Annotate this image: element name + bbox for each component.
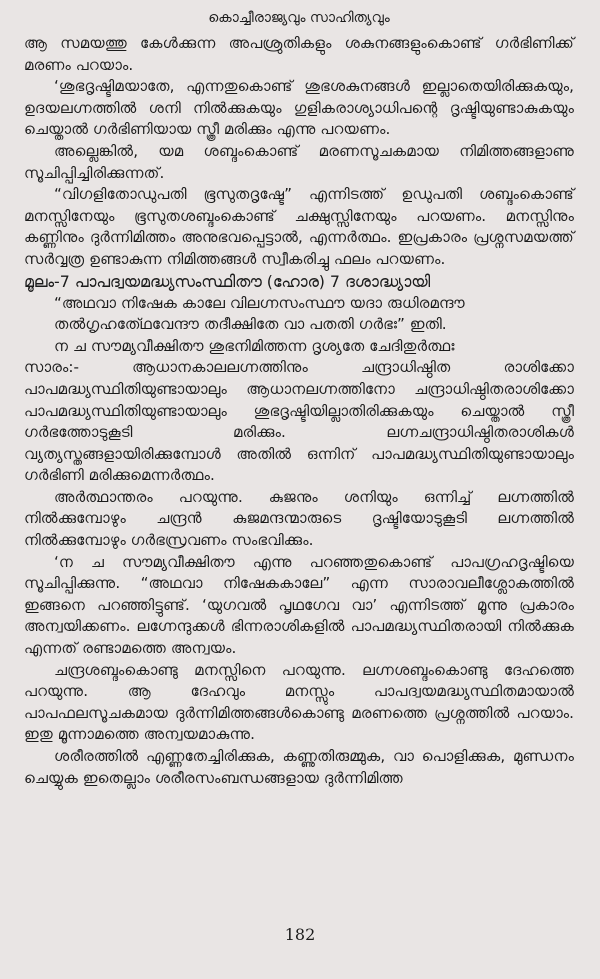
paragraph: ചന്ദ്രശബ്ദംകൊണ്ടു മനസ്സിനെ പറയുന്നു. ലഗ്നശബ്ദംകൊണ്ടു ദേഹത്തെ പറയുന്നു. ആ ദേഹവും മനസ്സും പാപദ്വയമദ്ധ്യസ്ഥിതമായാൽ പാപഫലസൂചകമായ ദുർന്നിമിത്തങ്ങൾകൊണ്ടു മരണത്തെ പ്രശ്നത്തിൽ പറയാം. ഇതു മൂന്നാമത്തെ അന്വയമാകുന്നു. [24,660,574,744]
paragraph: ‘ന ച സൗമ്യവീക്ഷിതൗ എന്നു പറഞ്ഞതുകൊണ്ട് പാപഗ്രഹദൃഷ്ടിയെ സൂചിപ്പിക്കുന്നു. “അഥവാ നിഷേകകാലേ” എന്ന സാരാവലീശ്ലോകത്തിൽ ഇങ്ങനെ പറഞ്ഞിട്ടുണ്ട്. ‘യുഗവൽ പൃഥഗേവ വാ’ എന്നിടത്ത് മൂന്നു പ്രകാരം അന്വയിക്കണം. ലഗ്നേന്ദുക്കൾ ഭിന്നരാശികളിൽ പാപമദ്ധ്യസ്ഥിതരായി നിൽക്കുക എന്നത് രണ്ടാമത്തെ അന്വയം. [24,552,574,658]
verse-line: തൽഗൃഹതേ്ഥവേന്ദൗ തദീക്ഷിതേ വാ പതതി ഗർഭഃ” ഇതി. [54,315,447,334]
paragraph: ‘ശുഭദൃഷ്ടിമയാതേ, എന്നതുകൊണ്ട് ശുഭശകുനങ്ങൾ ഇല്ലാതെയിരിക്കുകയും, ഉദയലഗ്നത്തിൽ ശനി നിൽക്കുകയും ഗുളികരാശ്യാധിപന്റെ ദൃഷ്ടിയുണ്ടാകുകയും ചെയ്താൽ ഗർഭിണിയായ സ്ത്രീ മരിക്കും എന്നു പറയണം. [24,77,574,139]
page-number: 182 [284,925,316,944]
paragraph: അല്ലെങ്കിൽ, യമ ശബ്ദംകൊണ്ട് മരണസൂചകമായ നിമിത്തങ്ങളാണു സൂചിപ്പിച്ചിരിക്കുന്നത്. [24,141,574,182]
running-header: കൊച്ചീരാജ്യവും സാഹിത്യവും [208,10,390,26]
paragraph: ശരീരത്തിൽ എണ്ണതേച്ചിരിക്കുക, കണ്ണുതിരുമ്മുക, വാ പൊളിക്കുക, മുണ്ഡനം ചെയ്യുക ഇതെല്ലാം ശരീരസംബന്ധങ്ങളായ ദുർന്നിമിത്ത [24,747,574,787]
paragraph: അർത്ഥാന്തരം പറയുന്നു. കുജനും ശനിയും ഒന്നിച്ച് ലഗ്നത്തിൽ നിൽക്കുമ്പോഴും ചന്ദ്രൻ കുജമന്ദന്മാരുടെ ദൃഷ്ടിയോടുകൂടി ലഗ്നത്തിൽ നിൽക്കുമ്പോഴും ഗർഭസ്രവണം സംഭവിക്കും. [24,487,574,550]
page-body [24,33,574,789]
paragraph: ന ച സൗമ്യവീക്ഷിതൗ ശുഭനിമിത്തന്ന ദൃശ്യതേ ചേദിതുർത്ഥഃ [54,336,455,355]
paragraph: “വിഗളിതോഡുപതി ഭൂസുതദൃഷ്ടേ” എന്നിടത്ത് ഉഡുപതി ശബ്ദംകൊണ്ട് മനസ്സിനേയും ഭൂസുതശബ്ദംകൊണ്ട് ചക്ഷുസ്സിനേയും പറയണം. മനസ്സിനും കണ്ണിനും ദുർന്നിമിത്തം അനുഭവപ്പെട്ടാൽ, എന്നർത്ഥം. ഇപ്രകാരം പ്രശ്നസമയത്ത് സർവ്വത്ര ഉണ്ടാകുന്ന നിമിത്തങ്ങൾ സ്വീകരിച്ചു ഫലം പറയണം. [24,185,574,268]
verse-line: “അഥവാ നിഷേക കാലേ വിലഗ്നസംസ്ഥൗ യദാ രുധിരമന്ദൗ [54,293,465,312]
paragraph: ആ സമയത്തു കേൾക്കുന്ന അപശ്രുതികളും ശകുനങ്ങളുംകൊണ്ട് ഗർഭിണിക്ക് മരണം പറയാം. [24,34,574,74]
paragraph: സാരം:- ആധാനകാലലഗ്നത്തിനും ചന്ദ്രാധിഷ്ഠിത രാശിക്കോ പാപമദ്ധ്യസ്ഥിതിയുണ്ടായാലും ആധാനലഗ്നത്തിനോ ചന്ദ്രാധിഷ്ഠിതരാശിക്കോ പാപമദ്ധ്യസ്ഥിതിയുണ്ടായാലും ശുഭദൃഷ്ടിയില്ലാതിരിക്കുകയും ചെയ്താൽ സ്ത്രീ ഗർഭത്തോടുകൂടി മരിക്കും. ലഗ്നചന്ദ്രാധിഷ്ഠിതരാശികൾ വ്യത്യസ്തങ്ങളായിരിക്കുമ്പോൾ അതിൽ ഒന്നിന് പാപമദ്ധ്യസ്ഥിതിയുണ്ടായാലും ഗർഭിണി മരിക്കുമെന്നർത്ഥം. [24,358,574,485]
section-heading: മൂലം-7 പാപദ്വയമദ്ധ്യസംസ്ഥിതൗ (ഹോര) 7 ദശാദ്ധ്യായി [24,271,431,291]
